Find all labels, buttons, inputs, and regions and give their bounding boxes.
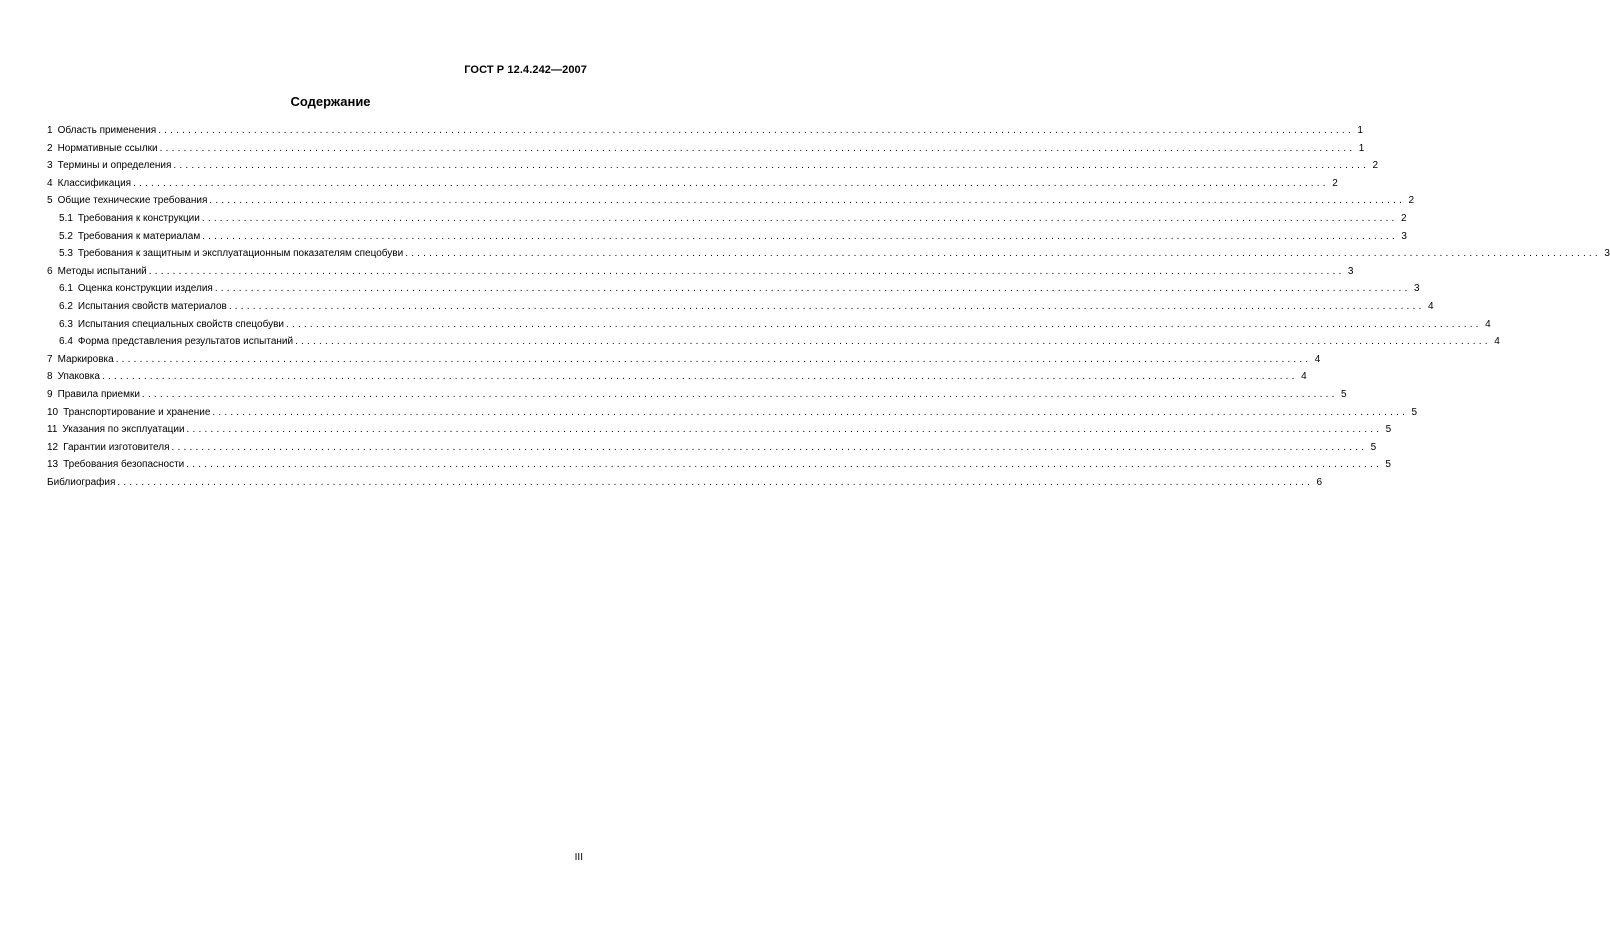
toc-entry-page: 4 xyxy=(1301,371,1307,383)
toc-entry xyxy=(47,228,1407,246)
toc-entry-title: Требования к конструкции xyxy=(77,212,200,224)
toc-entry-title: Нормативные ссылки xyxy=(57,142,158,154)
toc-entry-number: 13 xyxy=(47,459,59,471)
toc-entry-page: 1 xyxy=(1358,142,1365,154)
toc-entry-title: Правила приемки xyxy=(57,388,140,400)
toc-entry-page: 4 xyxy=(1494,336,1500,348)
dot-leader: ........................................................................................................................................................................................................ xyxy=(133,177,1329,189)
dot-leader: ........................................................................................................................................................................................................ xyxy=(214,283,1411,295)
toc-entry-title: Упаковка xyxy=(57,371,100,383)
toc-entry-page: 5 xyxy=(1370,441,1377,453)
toc-entry-page: 1 xyxy=(1357,125,1363,136)
toc-entry-page: 3 xyxy=(1413,283,1420,295)
toc-entry-number: 7 xyxy=(47,353,53,365)
dot-leader: ........................................................................................................................................................................................................ xyxy=(101,371,1298,383)
toc-entry-number: 1 xyxy=(47,125,53,136)
dot-leader: ........................................................................................................................................................................................................ xyxy=(159,142,1356,154)
toc-entry-page: 4 xyxy=(1427,300,1434,312)
toc-entry-page: 5 xyxy=(1411,406,1418,418)
dot-leader: ........................................................................................................................................................................................................ xyxy=(209,195,1406,207)
toc-entry-number: 5.2 xyxy=(59,230,73,242)
toc-entry-number: 3 xyxy=(47,160,53,172)
toc-entry-page: 5 xyxy=(1341,388,1347,400)
toc-entry-page: 6 xyxy=(1316,476,1323,488)
toc-entry xyxy=(47,245,1610,263)
page-number: III xyxy=(574,852,583,863)
toc-entry-page: 3 xyxy=(1347,265,1354,277)
toc-entry-title: Форма представления результатов испытаний xyxy=(77,336,294,348)
toc-entry xyxy=(47,351,1321,369)
dot-leader: ........................................................................................................................................................................................................ xyxy=(295,336,1491,348)
toc-entry-page: 2 xyxy=(1332,177,1338,189)
toc-entry-title: Транспортирование и хранение xyxy=(63,406,211,418)
toc-entry-number: 11 xyxy=(47,424,58,436)
dot-leader: ........................................................................................................................................................................................................ xyxy=(201,212,1398,224)
toc-entry xyxy=(47,140,1365,158)
toc-entry-number: 6.4 xyxy=(59,336,73,348)
toc-entry-number: 6 xyxy=(47,265,53,277)
toc-title: Содержание xyxy=(290,94,371,109)
toc-entry-number: 5 xyxy=(47,195,53,207)
toc-entry xyxy=(47,421,1392,439)
toc-entry xyxy=(47,474,1323,492)
dot-leader: ........................................................................................................................................................................................................ xyxy=(158,125,1354,136)
toc-entry-title: Требования к материалам xyxy=(77,230,201,242)
toc-entry-title: Испытания свойств материалов xyxy=(77,300,227,312)
toc-entry xyxy=(47,456,1391,474)
toc-entry-page: 5 xyxy=(1385,424,1392,436)
toc-entry-title: Классификация xyxy=(57,177,132,189)
toc-entry xyxy=(47,210,1407,228)
dot-leader: ........................................................................................................................................................................................................ xyxy=(228,300,1425,312)
toc-entry-title: Общие технические требования xyxy=(57,195,208,207)
toc-entry xyxy=(47,263,1354,281)
toc-entry xyxy=(47,122,1363,140)
toc-entry-page: 2 xyxy=(1408,195,1415,207)
table-of-contents xyxy=(47,122,1610,491)
dot-leader: ........................................................................................................................................................................................................ xyxy=(117,476,1314,488)
toc-entry-number: 5.1 xyxy=(59,212,73,224)
toc-entry-number: 12 xyxy=(47,441,59,453)
toc-entry xyxy=(47,439,1377,457)
toc-entry-title: Указания по эксплуатации xyxy=(62,424,185,436)
toc-entry xyxy=(47,368,1307,386)
toc-entry xyxy=(47,386,1347,404)
dot-leader: ........................................................................................................................................................................................................ xyxy=(202,230,1398,242)
toc-entry-title: Маркировка xyxy=(57,353,114,365)
dot-leader: ........................................................................................................................................................................................................ xyxy=(212,406,1409,418)
toc-entry-page: 3 xyxy=(1604,248,1610,260)
toc-entry-title: Испытания специальных свойств спецобуви xyxy=(77,318,284,330)
dot-leader: ........................................................................................................................................................................................................ xyxy=(171,441,1368,453)
toc-entry-page: 2 xyxy=(1372,160,1379,172)
toc-entry-number: 4 xyxy=(47,177,53,189)
toc-entry xyxy=(47,404,1418,422)
toc-entry-title: Оценка конструкции изделия xyxy=(77,283,213,295)
toc-entry-page: 5 xyxy=(1385,459,1391,471)
toc-entry xyxy=(47,175,1338,193)
toc-entry-title: Требования к защитным и эксплуатационным показателям спецобуви xyxy=(77,248,404,260)
toc-entry-title: Библиография xyxy=(47,476,116,488)
toc-entry-title: Требования безопасности xyxy=(63,459,185,471)
toc-entry-number: 6.1 xyxy=(59,283,73,295)
toc-entry xyxy=(47,157,1379,175)
dot-leader: ........................................................................................................................................................................................................ xyxy=(186,424,1383,436)
toc-entry-number: 10 xyxy=(47,406,59,418)
toc-entry-number: 8 xyxy=(47,371,53,383)
toc-entry-number: 6.3 xyxy=(59,318,73,330)
dot-leader: ........................................................................................................................................................................................................ xyxy=(115,353,1312,365)
toc-entry xyxy=(47,316,1491,334)
toc-entry-page: 4 xyxy=(1314,353,1321,365)
toc-entry-page: 3 xyxy=(1401,230,1407,242)
dot-leader: ........................................................................................................................................................................................................ xyxy=(173,160,1370,172)
toc-entry-title: Методы испытаний xyxy=(57,265,147,277)
dot-leader: ........................................................................................................................................................................................................ xyxy=(186,459,1382,471)
dot-leader: ........................................................................................................................................................................................................ xyxy=(286,318,1482,330)
toc-entry xyxy=(47,333,1500,351)
toc-entry-title: Термины и определения xyxy=(57,160,172,172)
document-code: ГОСТ Р 12.4.242—2007 xyxy=(464,64,587,76)
toc-entry xyxy=(47,192,1415,210)
toc-entry xyxy=(47,280,1420,298)
toc-entry-number: 6.2 xyxy=(59,300,73,312)
dot-leader: ........................................................................................................................................................................................................ xyxy=(405,248,1601,260)
toc-entry-title: Гарантии изготовителя xyxy=(63,441,170,453)
toc-entry-page: 4 xyxy=(1485,318,1491,330)
dot-leader: ........................................................................................................................................................................................................ xyxy=(148,265,1345,277)
toc-entry-number: 2 xyxy=(47,142,53,154)
toc-entry-title: Область применения xyxy=(57,125,157,136)
toc-entry-number: 5.3 xyxy=(59,248,73,260)
dot-leader: ........................................................................................................................................................................................................ xyxy=(141,388,1338,400)
toc-entry xyxy=(47,298,1434,316)
toc-entry-number: 9 xyxy=(47,388,53,400)
toc-entry-page: 2 xyxy=(1400,212,1407,224)
